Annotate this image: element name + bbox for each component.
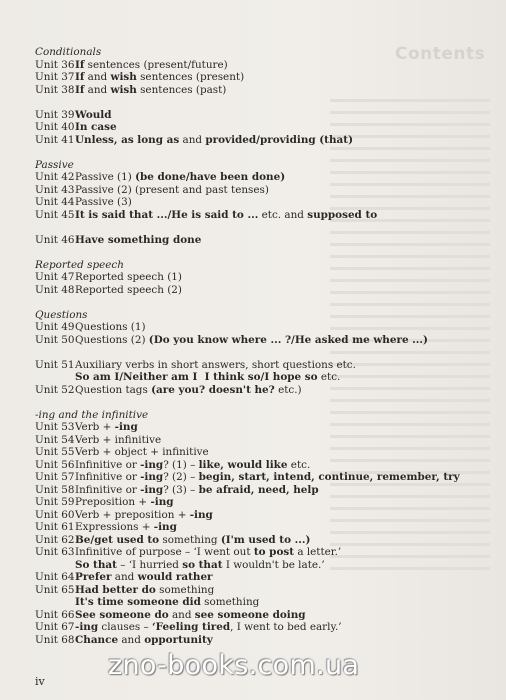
unit-number: Unit 61 [35, 521, 75, 533]
entry-title [75, 509, 213, 522]
bold-term: If [75, 71, 85, 83]
toc-entry [35, 359, 500, 372]
bold-term: It's time someone did [75, 596, 201, 608]
unit-number: Unit 50 [35, 333, 75, 346]
unit-number: Unit 60 [35, 508, 75, 521]
bold-term: -ing [153, 521, 177, 533]
entry-title [75, 434, 161, 447]
bold-term: (are you? doesn't he? [151, 383, 275, 396]
plain-text: Question tags [75, 383, 152, 396]
plain-text: and [179, 133, 206, 146]
bold-term: -ing [140, 471, 164, 483]
plain-text: Questions (2) [75, 333, 149, 346]
entry-title [75, 459, 310, 472]
toc-entry [35, 446, 500, 459]
plain-text: – ‘I hurried [116, 558, 183, 571]
unit-number: Unit 46 [35, 233, 75, 246]
plain-text: sentences (present/future) [84, 58, 228, 71]
entry-title [75, 584, 214, 597]
entry-title [75, 334, 428, 347]
bold-term: -ing [189, 508, 213, 521]
unit-number: Unit 59 [35, 496, 75, 508]
toc-entry [35, 459, 500, 472]
toc-section [35, 396, 500, 646]
plain-text: Reported speech (2) [75, 283, 182, 296]
toc-entry [35, 334, 500, 347]
entry-title [75, 184, 269, 197]
toc-entry [35, 421, 500, 434]
section-spacer [35, 296, 500, 309]
plain-text: sentences (present) [136, 71, 245, 83]
bold-term: supposed to [307, 208, 378, 221]
bold-term: If [75, 58, 85, 71]
plain-text: Reported speech (1) [75, 271, 182, 283]
bold-term: See someone do [75, 608, 169, 621]
entry-title [75, 621, 342, 634]
unit-number: Unit 68 [35, 633, 75, 646]
entry-title [75, 84, 226, 97]
unit-number: Unit 51 [35, 358, 75, 371]
entry-title [75, 371, 340, 383]
section-heading: Conditionals [35, 46, 102, 58]
bold-term: -ing [140, 483, 164, 496]
unit-number: Unit 39 [35, 108, 75, 121]
plain-text: something [155, 583, 215, 596]
entry-title [75, 284, 182, 297]
bold-term: see someone doing [194, 608, 306, 621]
toc-entry [35, 271, 500, 284]
entry-title [75, 209, 377, 222]
plain-text: Infinitive or [75, 471, 141, 483]
unit-number: Unit 63 [35, 546, 75, 558]
toc-entry [35, 134, 500, 147]
toc-entry [35, 71, 500, 84]
plain-text: clauses – [98, 621, 153, 633]
plain-text: Infinitive or [75, 483, 141, 496]
toc-entry [35, 584, 500, 597]
plain-text: etc.) [274, 383, 302, 396]
bold-term: Prefer [75, 571, 112, 583]
plain-text: Auxiliary verbs in short answers, short questions etc. [75, 358, 356, 371]
entry-title [75, 271, 182, 284]
unit-number: Unit 47 [35, 271, 75, 283]
unit-number: Unit 36 [35, 58, 75, 71]
plain-text: and [168, 608, 195, 621]
entry-title [75, 71, 244, 84]
section-heading: Questions [35, 308, 88, 321]
bold-term: In case [75, 121, 117, 133]
bold-term: like, would like [198, 458, 288, 471]
unit-number: Unit 58 [35, 483, 75, 496]
toc-entry [35, 196, 500, 209]
toc-continuation-line [35, 371, 500, 384]
entry-title [75, 109, 112, 122]
unit-number: Unit 55 [35, 446, 75, 458]
unit-number: Unit 57 [35, 471, 75, 483]
unit-number: Unit 53 [35, 421, 75, 433]
toc-continuation-line [35, 559, 500, 572]
plain-text: Verb + object + infinitive [75, 446, 209, 458]
unit-number: Unit 56 [35, 458, 75, 471]
plain-text: , I went to bed early.’ [230, 621, 342, 633]
bold-term: -ing [114, 421, 138, 433]
toc-entry [35, 321, 500, 334]
bold-term: It is said that .../He is said to ... [75, 208, 259, 221]
plain-text: and [84, 71, 111, 83]
section-heading: Passive [35, 158, 74, 171]
bold-term: (Do you know where ... ?/He asked me where ...) [148, 333, 428, 346]
plain-text: etc. [287, 458, 311, 471]
plain-text: and [84, 83, 111, 96]
entry-title [75, 484, 319, 497]
entry-title [75, 609, 306, 622]
bold-term: If [75, 83, 85, 96]
plain-text: something [200, 596, 260, 608]
entry-title [75, 59, 228, 72]
bold-term: So am I/Neither am I I think so/I hope so [75, 371, 318, 383]
section-spacer [35, 396, 500, 409]
plain-text: Passive (3) [75, 196, 132, 208]
toc-entry [35, 109, 500, 122]
plain-text: Passive (1) [75, 171, 136, 183]
bold-term: opportunity [144, 633, 213, 646]
bold-term: wish [110, 71, 137, 83]
plain-text: a letter.’ [294, 546, 342, 558]
unit-number: Unit 54 [35, 433, 75, 446]
toc-section [35, 296, 500, 396]
toc-entry [35, 171, 500, 184]
section-heading: Reported speech [35, 258, 124, 271]
toc-entry [35, 84, 500, 97]
bold-term: provided/providing (that) [205, 133, 353, 146]
toc-section [35, 46, 500, 146]
page-number: iv [35, 675, 45, 688]
unit-number: Unit 49 [35, 321, 75, 333]
bleed-through-title: Contents [395, 44, 486, 64]
entry-title [75, 234, 201, 247]
section-heading: -ing and the infinitive [35, 408, 149, 421]
plain-text: Passive (2) (present and past tenses) [75, 183, 269, 196]
bold-term: (I'm used to ...) [220, 533, 311, 546]
toc-entry [35, 284, 500, 297]
entry-title [75, 559, 325, 571]
plain-text: I wouldn't be late.’ [222, 558, 325, 571]
toc-entry [35, 184, 500, 197]
bold-term: to post [253, 546, 295, 558]
bold-term: would rather [137, 571, 213, 583]
toc-entry [35, 484, 500, 497]
unit-number: Unit 42 [35, 171, 75, 183]
unit-number: Unit 48 [35, 283, 75, 296]
toc-entry [35, 521, 500, 534]
unit-number: Unit 52 [35, 383, 75, 396]
plain-text: Questions (1) [75, 321, 146, 333]
unit-number: Unit 43 [35, 183, 75, 196]
plain-text: Infinitive of purpose – ‘I went out [75, 546, 254, 558]
toc-entry [35, 571, 500, 584]
plain-text: Verb + [75, 421, 115, 433]
row-spacer [35, 346, 500, 359]
bold-term: -ing [140, 458, 164, 471]
unit-number: Unit 64 [35, 571, 75, 583]
entry-title [75, 596, 259, 608]
entry-title [75, 359, 356, 372]
entry-title [75, 496, 174, 509]
plain-text: etc. [317, 371, 341, 383]
plain-text: Infinitive or [75, 458, 141, 471]
entry-title [75, 446, 209, 459]
toc-entry [35, 509, 500, 522]
unit-number: Unit 41 [35, 133, 75, 146]
unit-number: Unit 67 [35, 621, 75, 633]
toc-entry [35, 209, 500, 222]
toc-entry [35, 434, 500, 447]
bold-term: wish [110, 83, 137, 96]
entry-title [75, 134, 353, 147]
toc-entry [35, 546, 500, 559]
plain-text: and [111, 571, 138, 583]
entry-title [75, 196, 132, 209]
entry-title [75, 471, 460, 484]
toc-entry [35, 121, 500, 134]
toc-entry [35, 621, 500, 634]
toc-entry [35, 609, 500, 622]
bold-term: So that [75, 558, 117, 571]
toc-section [35, 246, 500, 296]
row-spacer [35, 96, 500, 109]
toc-entry [35, 496, 500, 509]
entry-title [75, 546, 341, 559]
bold-term: Chance [75, 633, 119, 646]
unit-number: Unit 65 [35, 583, 75, 596]
bold-term: begin, start, intend, continue, remember, try [198, 471, 460, 483]
table-of-contents [35, 46, 500, 646]
toc-entry [35, 59, 500, 72]
plain-text: ? (1) – [163, 458, 199, 471]
unit-number: Unit 40 [35, 121, 75, 133]
entry-title [75, 421, 138, 434]
section-spacer [35, 146, 500, 159]
plain-text: ? (3) – [163, 483, 199, 496]
plain-text: Expressions + [75, 521, 154, 533]
entry-title [75, 534, 310, 547]
toc-entry [35, 534, 500, 547]
bold-term: Have something done [75, 233, 202, 246]
entry-title [75, 384, 302, 397]
unit-number: Unit 62 [35, 533, 75, 546]
unit-number: Unit 38 [35, 83, 75, 96]
bold-term: ‘Feeling tired [152, 621, 231, 633]
bold-term: Had better do [75, 583, 156, 596]
entry-title [75, 121, 117, 134]
row-spacer [35, 221, 500, 234]
toc-section [35, 146, 500, 246]
bold-term: -ing [75, 621, 99, 633]
watermark-text: zno-books.com.ua [108, 650, 360, 681]
toc-entry [35, 234, 500, 247]
plain-text: ? (2) – [163, 471, 199, 483]
plain-text: Verb + preposition + [75, 508, 190, 521]
entry-title [75, 571, 213, 584]
plain-text: Verb + infinitive [75, 433, 162, 446]
bold-term: (be done/have been done) [135, 171, 286, 183]
plain-text: something [159, 533, 221, 546]
bold-term: so that [182, 558, 223, 571]
bold-term: Unless, as long as [75, 133, 180, 146]
unit-number: Unit 66 [35, 608, 75, 621]
toc-continuation-line [35, 596, 500, 609]
entry-title [75, 521, 177, 534]
bold-term: be afraid, need, help [198, 483, 319, 496]
plain-text: and [118, 633, 145, 646]
entry-title [75, 321, 146, 334]
plain-text: Preposition + [75, 496, 151, 508]
unit-number: Unit 45 [35, 208, 75, 221]
plain-text: sentences (past) [136, 83, 227, 96]
bold-term: Be/get used to [75, 533, 160, 546]
bold-term: Would [75, 108, 112, 121]
unit-number: Unit 37 [35, 71, 75, 83]
section-spacer [35, 246, 500, 259]
plain-text: etc. and [258, 208, 308, 221]
entry-title [75, 634, 213, 647]
toc-entry [35, 384, 500, 397]
toc-entry [35, 634, 500, 647]
bold-term: -ing [150, 496, 174, 508]
toc-entry [35, 471, 500, 484]
unit-number: Unit 44 [35, 196, 75, 208]
entry-title [75, 171, 285, 184]
